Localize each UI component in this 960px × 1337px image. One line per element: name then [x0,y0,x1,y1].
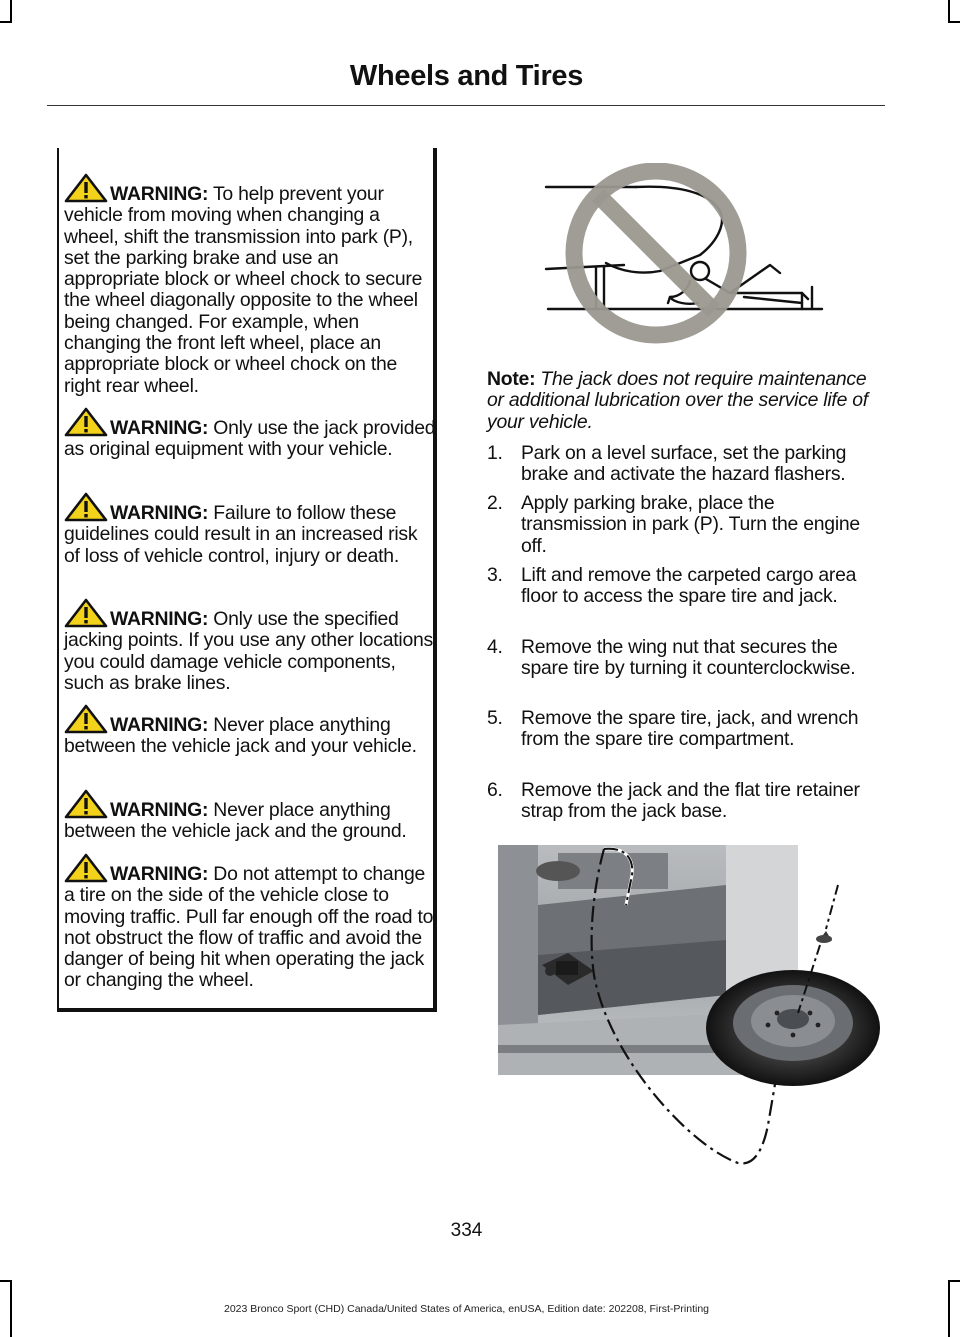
warning-triangle-icon [64,789,108,819]
warning-1: WARNING: To help prevent your vehicle from moving when changing a wheel, shift the transmission into park (P), set the parking brake and use an appropriate block or wheel chock to secure the wheel diagonally opposite to the wheel being changed. For example, when changing the front left wheel, place an appropriate block or wheel chock on the right rear wheel. [64,173,438,397]
warning-4: WARNING: Only use the specified jacking points. If you use any other locations you could damage vehicle components, such as brake lines. [64,598,438,694]
warning-triangle-icon [64,407,108,437]
step-4: 4. Remove the wing nut that secures the spare tire by turning it counterclockwise. [487,636,856,680]
warning-5: WARNING: Never place anything between the vehicle jack and your vehicle. [64,704,438,758]
warning-7: WARNING: Do not attempt to change a tire on the side of the vehicle close to moving traffic. Pull far enough off the road to not obstruct the flow of traffic and avoid the danger of being hit when operating the jack or changing the wheel. [64,853,438,992]
crop-mark [948,1280,950,1337]
spare-tire-cargo-illustration [498,845,890,1167]
step-2: 2. Apply parking brake, place the transmission in park (P). Turn the engine off. [487,492,860,557]
do-not-work-under-vehicle-illustration [540,163,830,348]
warning-6: WARNING: Never place anything between the vehicle jack and the ground. [64,789,438,843]
crop-mark [10,0,12,22]
warning-2: WARNING: Only use the jack provided as original equipment with your vehicle. [64,407,438,461]
warning-triangle-icon [64,173,108,203]
step-3: 3. Lift and remove the carpeted cargo area floor to access the spare tire and jack. [487,564,857,608]
crop-mark [948,1280,960,1282]
crop-mark [948,21,960,23]
page-title: Wheels and Tires [349,60,584,92]
note: Note: The jack does not require maintenance or additional lubrication over the service life of your vehicle. [487,368,868,433]
footer-edition-info: 2023 Bronco Sport (CHD) Canada/United States of America, enUSA, Edition date: 202208, First-Printing [224,1303,709,1315]
crop-mark [0,21,12,23]
crop-mark [948,0,950,22]
step-1: 1. Park on a level surface, set the parking brake and activate the hazard flashers. [487,442,847,486]
page-number: 334 [450,1220,483,1241]
step-5: 5. Remove the spare tire, jack, and wrench from the spare tire compartment. [487,707,859,751]
crop-mark [0,1280,12,1282]
warning-3: WARNING: Failure to follow these guidelines could result in an increased risk of loss of vehicle control, injury or death. [64,492,438,567]
step-6: 6. Remove the jack and the flat tire retainer strap from the jack base. [487,779,860,823]
warning-triangle-icon [64,704,108,734]
title-rule [47,105,885,106]
warning-triangle-icon [64,853,108,883]
warning-triangle-icon [64,492,108,522]
warning-triangle-icon [64,598,108,628]
